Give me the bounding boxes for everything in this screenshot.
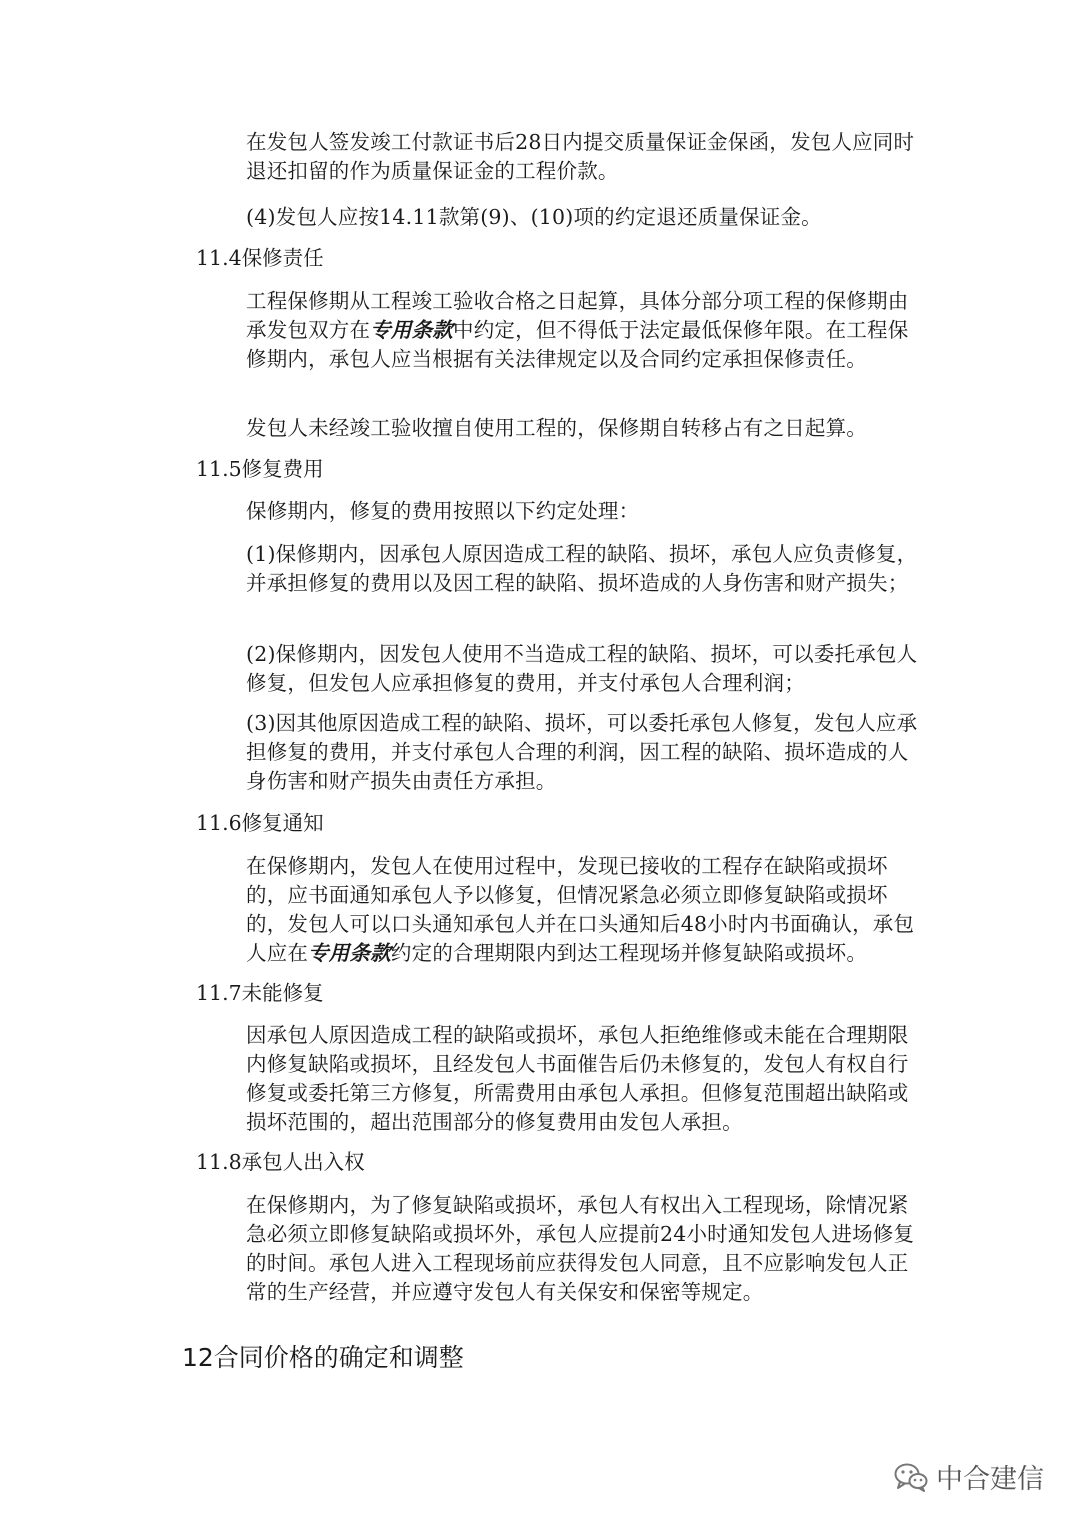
watermark [894, 1457, 1044, 1496]
paragraph-repair-notice [246, 852, 918, 968]
paragraph-repair-cost-intro [246, 497, 918, 526]
watermark-text: 中合建信 [936, 1464, 1044, 1495]
paragraph-text: 因承包人原因造成工程的缺陷或损坏，承包人拒绝维修或未能在合理期限内修复缺陷或损坏，且经发包人书面催告后仍未修复的，发包人有权自行修复或委托第三方修复，所需费用由承包人承担。但修复范围超出缺陷或损坏范围的，超出范围部分的修复费用由发包人承担。 [246, 1023, 909, 1134]
paragraph-text: 保修期内，修复的费用按照以下约定处理： [246, 499, 640, 523]
paragraph-text: (1)保修期内，因承包人原因造成工程的缺陷、损坏，承包人应负责修复，并承担修复的费用以及因工程的缺陷、损坏造成的人身伤害和财产损失； [246, 542, 918, 595]
paragraph-warranty-period [246, 287, 918, 374]
section-heading-11-4: 11.4保修责任 [196, 246, 324, 270]
paragraph-text: (3)因其他原因造成工程的缺陷、损坏，可以委托承包人修复，发包人应承担修复的费用，并支付承包人合理的利润，因工程的缺陷、损坏造成的人身伤害和财产损失由责任方承担。 [246, 711, 918, 793]
paragraph-item-4 [246, 203, 918, 232]
paragraph-item-1 [246, 540, 918, 598]
special-terms-emphasis: 专用条款 [308, 941, 391, 965]
paragraph-text: (4)发包人应按14.11款第(9)、(10)项的约定退还质量保证金。 [246, 205, 822, 229]
paragraph-item-2 [246, 640, 918, 698]
paragraph-unaccepted-use [246, 414, 918, 443]
section-heading-11-7: 11.7未能修复 [196, 981, 324, 1005]
paragraph-failure-to-repair [246, 1021, 918, 1137]
section-heading-11-8: 11.8承包人出入权 [196, 1150, 365, 1174]
paragraph-text: 在保修期内，为了修复缺陷或损坏，承包人有权出入工程现场，除情况紧急必须立即修复缺陷或损坏外，承包人应提前24小时通知发包人进场修复的时间。承包人进入工程现场前应获得发包人同意，且不应影响发包人正常的生产经营，并应遵守发包人有关保安和保密等规定。 [246, 1193, 915, 1304]
paragraph-text: 中约定，但不得低于法定最低保修年限。在工程保修期内，承包人应当根据有关法律规定以及合同约定承担保修责任。 [246, 318, 909, 371]
paragraph-text: 发包人未经竣工验收擅自使用工程的，保修期自转移占有之日起算。 [246, 416, 867, 440]
special-terms-emphasis: 专用条款 [370, 318, 454, 342]
section-heading-11-5: 11.5修复费用 [196, 457, 324, 481]
chapter-heading-12: 12合同价格的确定和调整 [182, 1343, 464, 1372]
paragraph-item-3 [246, 709, 918, 796]
wechat-icon [894, 1462, 928, 1492]
paragraph-text: 在保修期内，发包人在使用过程中，发现已接收的工程存在缺陷或损坏的，应书面通知承包人予以修复，但情况紧急必须立即修复缺陷或损坏的，发包人可以口头通知承包人并在口头通知后48小时内书面确认，承包人应在 [246, 854, 915, 965]
paragraph-text: 约定的合理期限内到达工程现场并修复缺陷或损坏。 [390, 941, 868, 965]
paragraph-text: (2)保修期内，因发包人使用不当造成工程的缺陷、损坏，可以委托承包人修复，但发包人应承担修复的费用，并支付承包人合理利润； [246, 642, 918, 695]
paragraph-access-right [246, 1191, 918, 1307]
paragraph-guarantee-refund [246, 128, 918, 186]
paragraph-text: 工程保修期从工程竣工验收合格之日起算，具体分部分项工程的保修期由承发包双方在 [246, 289, 909, 342]
section-heading-11-6: 11.6修复通知 [196, 811, 324, 835]
paragraph-text: 在发包人签发竣工付款证书后28日内提交质量保证金保函，发包人应同时退还扣留的作为质量保证金的工程价款。 [246, 130, 915, 183]
